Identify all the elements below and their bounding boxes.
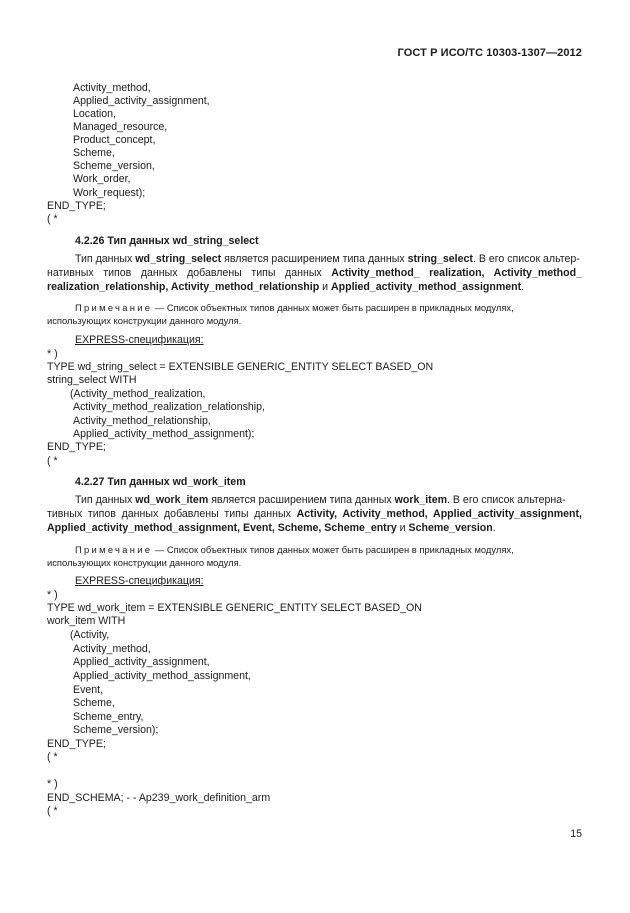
page-number: 15 xyxy=(570,828,582,840)
code-line: Activity_method_relationship, xyxy=(73,415,211,427)
paragraph-line: Applied_activity_method_assignment, Event, Scheme, Scheme_entry и Scheme_version. xyxy=(47,522,496,534)
document-header: ГОСТ Р ИСО/ТС 10303-1307—2012 xyxy=(397,47,582,59)
code-line: Applied_activity_method_assignment, xyxy=(73,670,251,682)
code-line: work_item WITH xyxy=(47,615,126,627)
note-line: использующих конструкции данного модуля. xyxy=(47,315,242,326)
express-spec-label: EXPRESS-спецификация: xyxy=(75,575,204,587)
code-line: Work_request); xyxy=(73,187,146,199)
code-line: Applied_activity_method_assignment); xyxy=(73,428,255,440)
code-line: END_TYPE; xyxy=(47,441,106,453)
code-line: Scheme_entry, xyxy=(73,711,144,723)
code-line: ( * xyxy=(47,455,58,467)
note-label: Примечание xyxy=(75,302,153,313)
code-line: ( * xyxy=(47,805,58,817)
paragraph-line: realization_relationship, Activity_method_relationship и Applied_activity_method_assignment. xyxy=(47,281,525,293)
code-line: Product_concept, xyxy=(73,134,156,146)
code-line: string_select WITH xyxy=(47,374,137,386)
code-line: Activity_method_realization_relationship, xyxy=(73,401,265,413)
code-line: END_TYPE; xyxy=(47,200,106,212)
paragraph-line: нативных типов данных добавлены типы данных Activity_method_ realization, Activity_method_ xyxy=(47,267,582,279)
note-line: Примечание — Список объектных типов данных может быть расширен в прикладных модулях, xyxy=(75,302,514,313)
code-line: Applied_activity_assignment, xyxy=(73,95,210,107)
express-spec-label: EXPRESS-спецификация: xyxy=(75,334,204,346)
code-line: Activity_method, xyxy=(73,82,151,94)
code-line: Applied_activity_assignment, xyxy=(73,656,210,668)
code-line: * ) xyxy=(47,778,58,790)
paragraph-line: тивных типов данных добавлены типы данных Activity, Activity_method, Applied_activity_assignment, xyxy=(47,508,582,520)
code-line: Managed_resource, xyxy=(73,121,168,133)
code-line: * ) xyxy=(47,589,58,601)
code-line: ( * xyxy=(47,213,58,225)
note-line: Примечание — Список объектных типов данных может быть расширен в прикладных модулях, xyxy=(75,544,514,555)
code-line: END_TYPE; xyxy=(47,738,106,750)
code-line: (Activity_method_realization, xyxy=(70,388,206,400)
code-line: Location, xyxy=(73,108,116,120)
section-heading: 4.2.26 Тип данных wd_string_select xyxy=(75,235,259,247)
paragraph-line: Тип данных wd_work_item является расширением типа данных work_item. В его список альтерна- xyxy=(75,494,566,506)
code-line: Scheme, xyxy=(73,147,115,159)
code-line: Scheme_version, xyxy=(73,160,155,172)
code-line: ( * xyxy=(47,751,58,763)
code-line: Work_order, xyxy=(73,173,131,185)
code-line: END_SCHEMA; - - Ap239_work_definition_arm xyxy=(47,792,271,804)
code-line: Activity_method, xyxy=(73,643,151,655)
code-line: (Activity, xyxy=(70,629,110,641)
code-line: Event, xyxy=(73,684,104,696)
paragraph-line: Тип данных wd_string_select является расширением типа данных string_select. В его список альтер- xyxy=(75,253,580,265)
note-line: использующих конструкции данного модуля. xyxy=(47,557,242,568)
section-heading: 4.2.27 Тип данных wd_work_item xyxy=(75,476,246,488)
note-label: Примечание xyxy=(75,544,153,555)
code-line: TYPE wd_string_select = EXTENSIBLE GENERIC_ENTITY SELECT BASED_ON xyxy=(47,361,434,373)
code-line: * ) xyxy=(47,348,58,360)
code-line: TYPE wd_work_item = EXTENSIBLE GENERIC_ENTITY SELECT BASED_ON xyxy=(47,602,422,614)
code-line: Scheme_version); xyxy=(73,724,159,736)
code-line: Scheme, xyxy=(73,697,115,709)
